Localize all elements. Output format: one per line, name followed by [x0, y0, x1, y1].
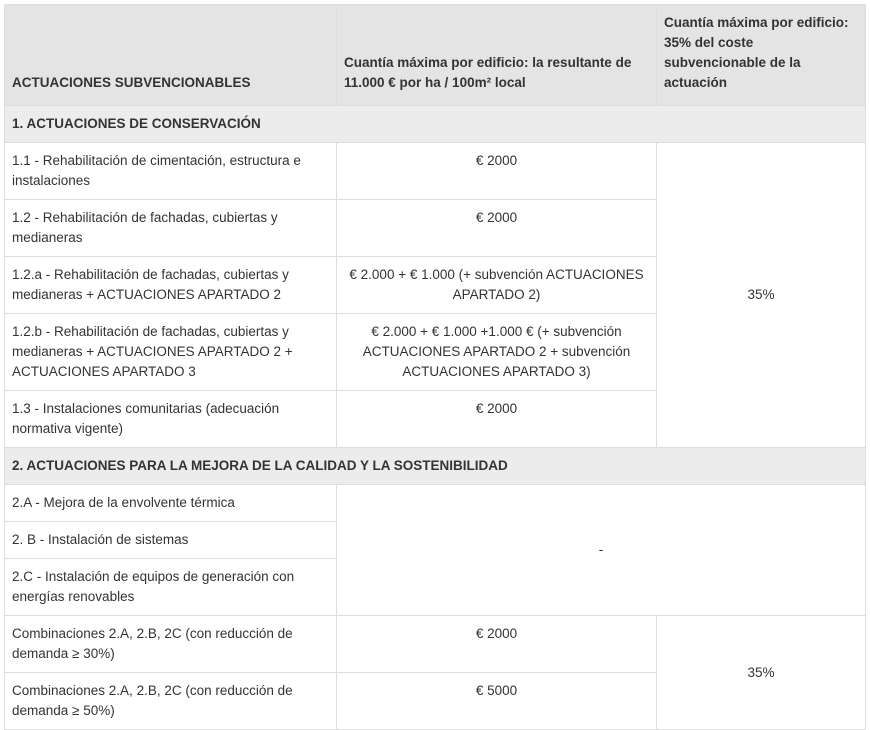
row-amount: € 5000 [337, 673, 657, 730]
percent-cell: 35% [657, 616, 866, 730]
subsidy-table [4, 4, 866, 730]
table-row [5, 143, 866, 200]
dash-cell: - [337, 485, 866, 616]
row-label: 2.C - Instalación de equipos de generación con energías renovables [5, 559, 337, 616]
header-actuaciones: ACTUACIONES SUBVENCIONABLES [5, 5, 337, 106]
row-label: 1.3 - Instalaciones comunitarias (adecuación normativa vigente) [5, 391, 337, 448]
row-label: 1.2.a - Rehabilitación de fachadas, cubiertas y medianeras + ACTUACIONES APARTADO 2 [5, 257, 337, 314]
row-amount: € 2000 [337, 616, 657, 673]
row-label: 1.2 - Rehabilitación de fachadas, cubiertas y medianeras [5, 200, 337, 257]
section-title-row [5, 106, 866, 143]
row-amount: € 2.000 + € 1.000 (+ subvención ACTUACIONES APARTADO 2) [337, 257, 657, 314]
header-cuantia-percent: Cuantía máxima por edificio: 35% del coste subvencionable de la actuación [657, 5, 866, 106]
percent-cell: 35% [657, 143, 866, 448]
row-amount: € 2.000 + € 1.000 +1.000 € (+ subvención ACTUACIONES APARTADO 2 + subvención ACTUACIONES APARTADO 3) [337, 314, 657, 391]
section-title-sostenibilidad: 2. ACTUACIONES PARA LA MEJORA DE LA CALIDAD Y LA SOSTENIBILIDAD [5, 448, 866, 485]
section-title-row [5, 448, 866, 485]
row-label: 1.1 - Rehabilitación de cimentación, estructura e instalaciones [5, 143, 337, 200]
table-row [5, 616, 866, 673]
row-label: Combinaciones 2.A, 2.B, 2C (con reducción de demanda ≥ 30%) [5, 616, 337, 673]
table-row [5, 485, 866, 522]
row-label: 2.A - Mejora de la envolvente térmica [5, 485, 337, 522]
row-label: 2. B - Instalación de sistemas [5, 522, 337, 559]
row-label: Combinaciones 2.A, 2.B, 2C (con reducción de demanda ≥ 50%) [5, 673, 337, 730]
table-header-row [5, 5, 866, 106]
row-label: 1.2.b - Rehabilitación de fachadas, cubiertas y medianeras + ACTUACIONES APARTADO 2 + ACTUACIONES APARTADO 3 [5, 314, 337, 391]
row-amount: € 2000 [337, 200, 657, 257]
row-amount: € 2000 [337, 391, 657, 448]
section-title-conservacion: 1. ACTUACIONES DE CONSERVACIÓN [5, 106, 866, 143]
row-amount: € 2000 [337, 143, 657, 200]
header-cuantia-ha: Cuantía máxima por edificio: la resultante de 11.000 € por ha / 100m² local [337, 5, 657, 106]
